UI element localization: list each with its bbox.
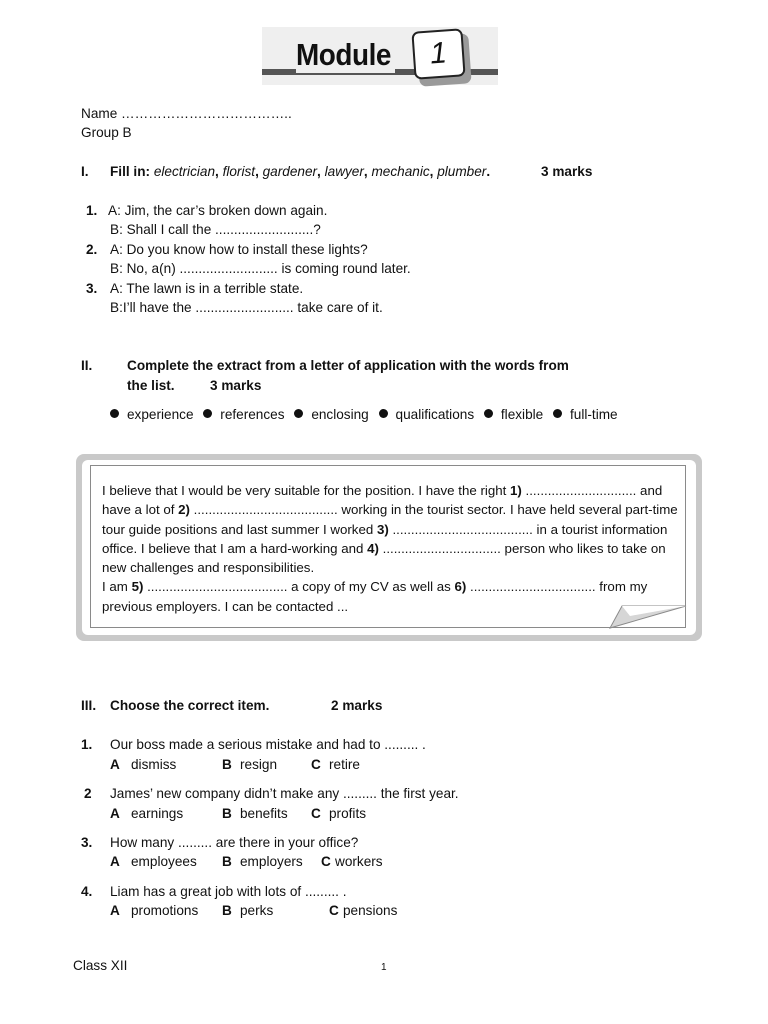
- letter-text-segment: ....................................... working in the tourist sector. I have held several part-time tour guide positions and last summer I worked: [102, 502, 678, 537]
- question-4-number: 4.: [81, 884, 93, 899]
- question-1-text: Our boss made a serious mistake and had to ......... .: [110, 737, 426, 752]
- option-letter: B: [222, 854, 232, 869]
- option-letter: C: [311, 757, 321, 772]
- section-2-instruction-line1: Complete the extract from a letter of application with the words from: [127, 358, 569, 373]
- option-text: profits: [329, 806, 367, 821]
- option-letter: B: [222, 757, 232, 772]
- option-text: benefits: [240, 806, 288, 821]
- word-florist: florist: [222, 164, 256, 179]
- section-1-instruction: [110, 164, 490, 179]
- word-electrician: electrician: [153, 164, 216, 179]
- letter-text-segment: I believe that I would be very suitable for the position. I have the right: [102, 483, 511, 498]
- word-list-item: references: [220, 407, 285, 422]
- option-text: resign: [240, 757, 278, 772]
- option-text: employees: [131, 854, 197, 869]
- word-list-item: enclosing: [311, 407, 369, 422]
- item-1-line-b: B: Shall I call the ..........................?: [110, 222, 321, 237]
- bullet-icon: [110, 409, 119, 418]
- section-3-instruction: Choose the correct item.: [110, 698, 270, 713]
- item-1-line-a: A: Jim, the car’s broken down again.: [108, 203, 328, 218]
- section-1-prefix: Fill in:: [110, 164, 151, 179]
- gap-number: 4): [367, 540, 379, 556]
- option-text: pensions: [343, 903, 398, 918]
- option-text: retire: [329, 757, 360, 772]
- letter-text-segment: ...................................... a copy of my CV as well as: [143, 579, 455, 595]
- module-title: Module: [296, 37, 395, 73]
- bullet-icon: [484, 409, 493, 418]
- word-list-item: experience: [127, 407, 194, 422]
- section-1-marks: 3 marks: [541, 164, 593, 179]
- option-letter: A: [110, 806, 120, 821]
- separator: ,: [215, 164, 219, 179]
- option-letter: A: [110, 903, 120, 918]
- item-3-line-a: A: The lawn is in a terrible state.: [110, 281, 304, 296]
- letter-text-segment: I am: [102, 579, 132, 595]
- option-letter: B: [222, 806, 232, 821]
- item-3-line-b: B:I’ll have the .......................... take care of it.: [110, 300, 383, 315]
- question-2-number: 2: [84, 786, 92, 801]
- group-label: Group B: [81, 125, 132, 140]
- section-2-instruction-line2: the list.: [127, 378, 175, 393]
- word-list-item: full-time: [570, 407, 618, 422]
- class-label: Class XII: [73, 958, 128, 973]
- letter-text-segment: .................................. from my previous employers. I can be contacted ...: [102, 579, 648, 614]
- gap-number: 2): [178, 502, 190, 518]
- separator: .: [486, 164, 491, 179]
- option-text: dismiss: [131, 757, 177, 772]
- question-3-text: How many ......... are there in your office?: [110, 835, 359, 850]
- word-lawyer: lawyer: [324, 164, 364, 179]
- letter-text-segment: ................................ person who likes to take on new challenges and responsibilities.: [102, 540, 666, 576]
- option-letter: A: [110, 854, 120, 869]
- option-text: workers: [335, 854, 383, 869]
- separator: ,: [255, 164, 259, 179]
- option-letter: B: [222, 903, 232, 918]
- section-2-numeral: II.: [81, 358, 93, 373]
- item-3-number: 3.: [86, 281, 98, 296]
- gap-number: 6): [454, 579, 467, 595]
- option-letter: C: [311, 806, 321, 821]
- word-list-item: qualifications: [395, 407, 475, 422]
- item-1-number: 1.: [86, 203, 98, 218]
- option-text: earnings: [131, 806, 184, 821]
- item-2-line-a: A: Do you know how to install these lights?: [110, 242, 368, 257]
- option-text: promotions: [131, 903, 199, 918]
- option-text: perks: [240, 903, 274, 918]
- option-letter: C: [329, 903, 339, 918]
- section-3-numeral: III.: [81, 698, 97, 713]
- question-1-number: 1.: [81, 737, 93, 752]
- option-letter: A: [110, 757, 120, 772]
- option-letter: C: [321, 854, 331, 869]
- word-list: [110, 407, 618, 422]
- letter-text-segment: .............................. and have a lot of: [102, 483, 663, 518]
- page-number: 1: [381, 962, 387, 973]
- bullet-icon: [553, 409, 562, 418]
- section-3-marks: 2 marks: [331, 698, 383, 713]
- gap-number: 1): [510, 483, 522, 498]
- word-list-item: flexible: [500, 407, 544, 422]
- option-text: employers: [240, 854, 303, 869]
- separator: ,: [429, 164, 434, 179]
- bullet-icon: [203, 409, 212, 418]
- module-number-badge: 1: [411, 28, 465, 79]
- separator: ,: [317, 164, 321, 179]
- question-4-text: Liam has a great job with lots of ......... .: [110, 884, 347, 899]
- letter-text-segment: ...................................... in a tourist information office. I believe that I am a hard-working and: [102, 521, 668, 556]
- separator: ,: [363, 164, 368, 179]
- section-1-numeral: I.: [81, 164, 89, 179]
- name-line: Name ………………………………..: [81, 106, 292, 121]
- gap-number: 3): [376, 521, 389, 537]
- item-2-line-b: B: No, a(n) .......................... is coming round later.: [110, 261, 411, 276]
- question-3-number: 3.: [81, 835, 93, 850]
- letter-extract: [102, 481, 678, 616]
- section-2-marks: 3 marks: [210, 378, 262, 393]
- question-2-text: James’ new company didn’t make any ......... the first year.: [110, 786, 459, 801]
- item-2-number: 2.: [86, 242, 98, 257]
- gap-number: 5): [131, 579, 144, 595]
- word-gardener: gardener: [262, 164, 318, 179]
- word-mechanic: mechanic: [371, 164, 430, 179]
- word-plumber: plumber: [437, 164, 487, 179]
- bullet-icon: [294, 409, 303, 418]
- bullet-icon: [379, 409, 388, 418]
